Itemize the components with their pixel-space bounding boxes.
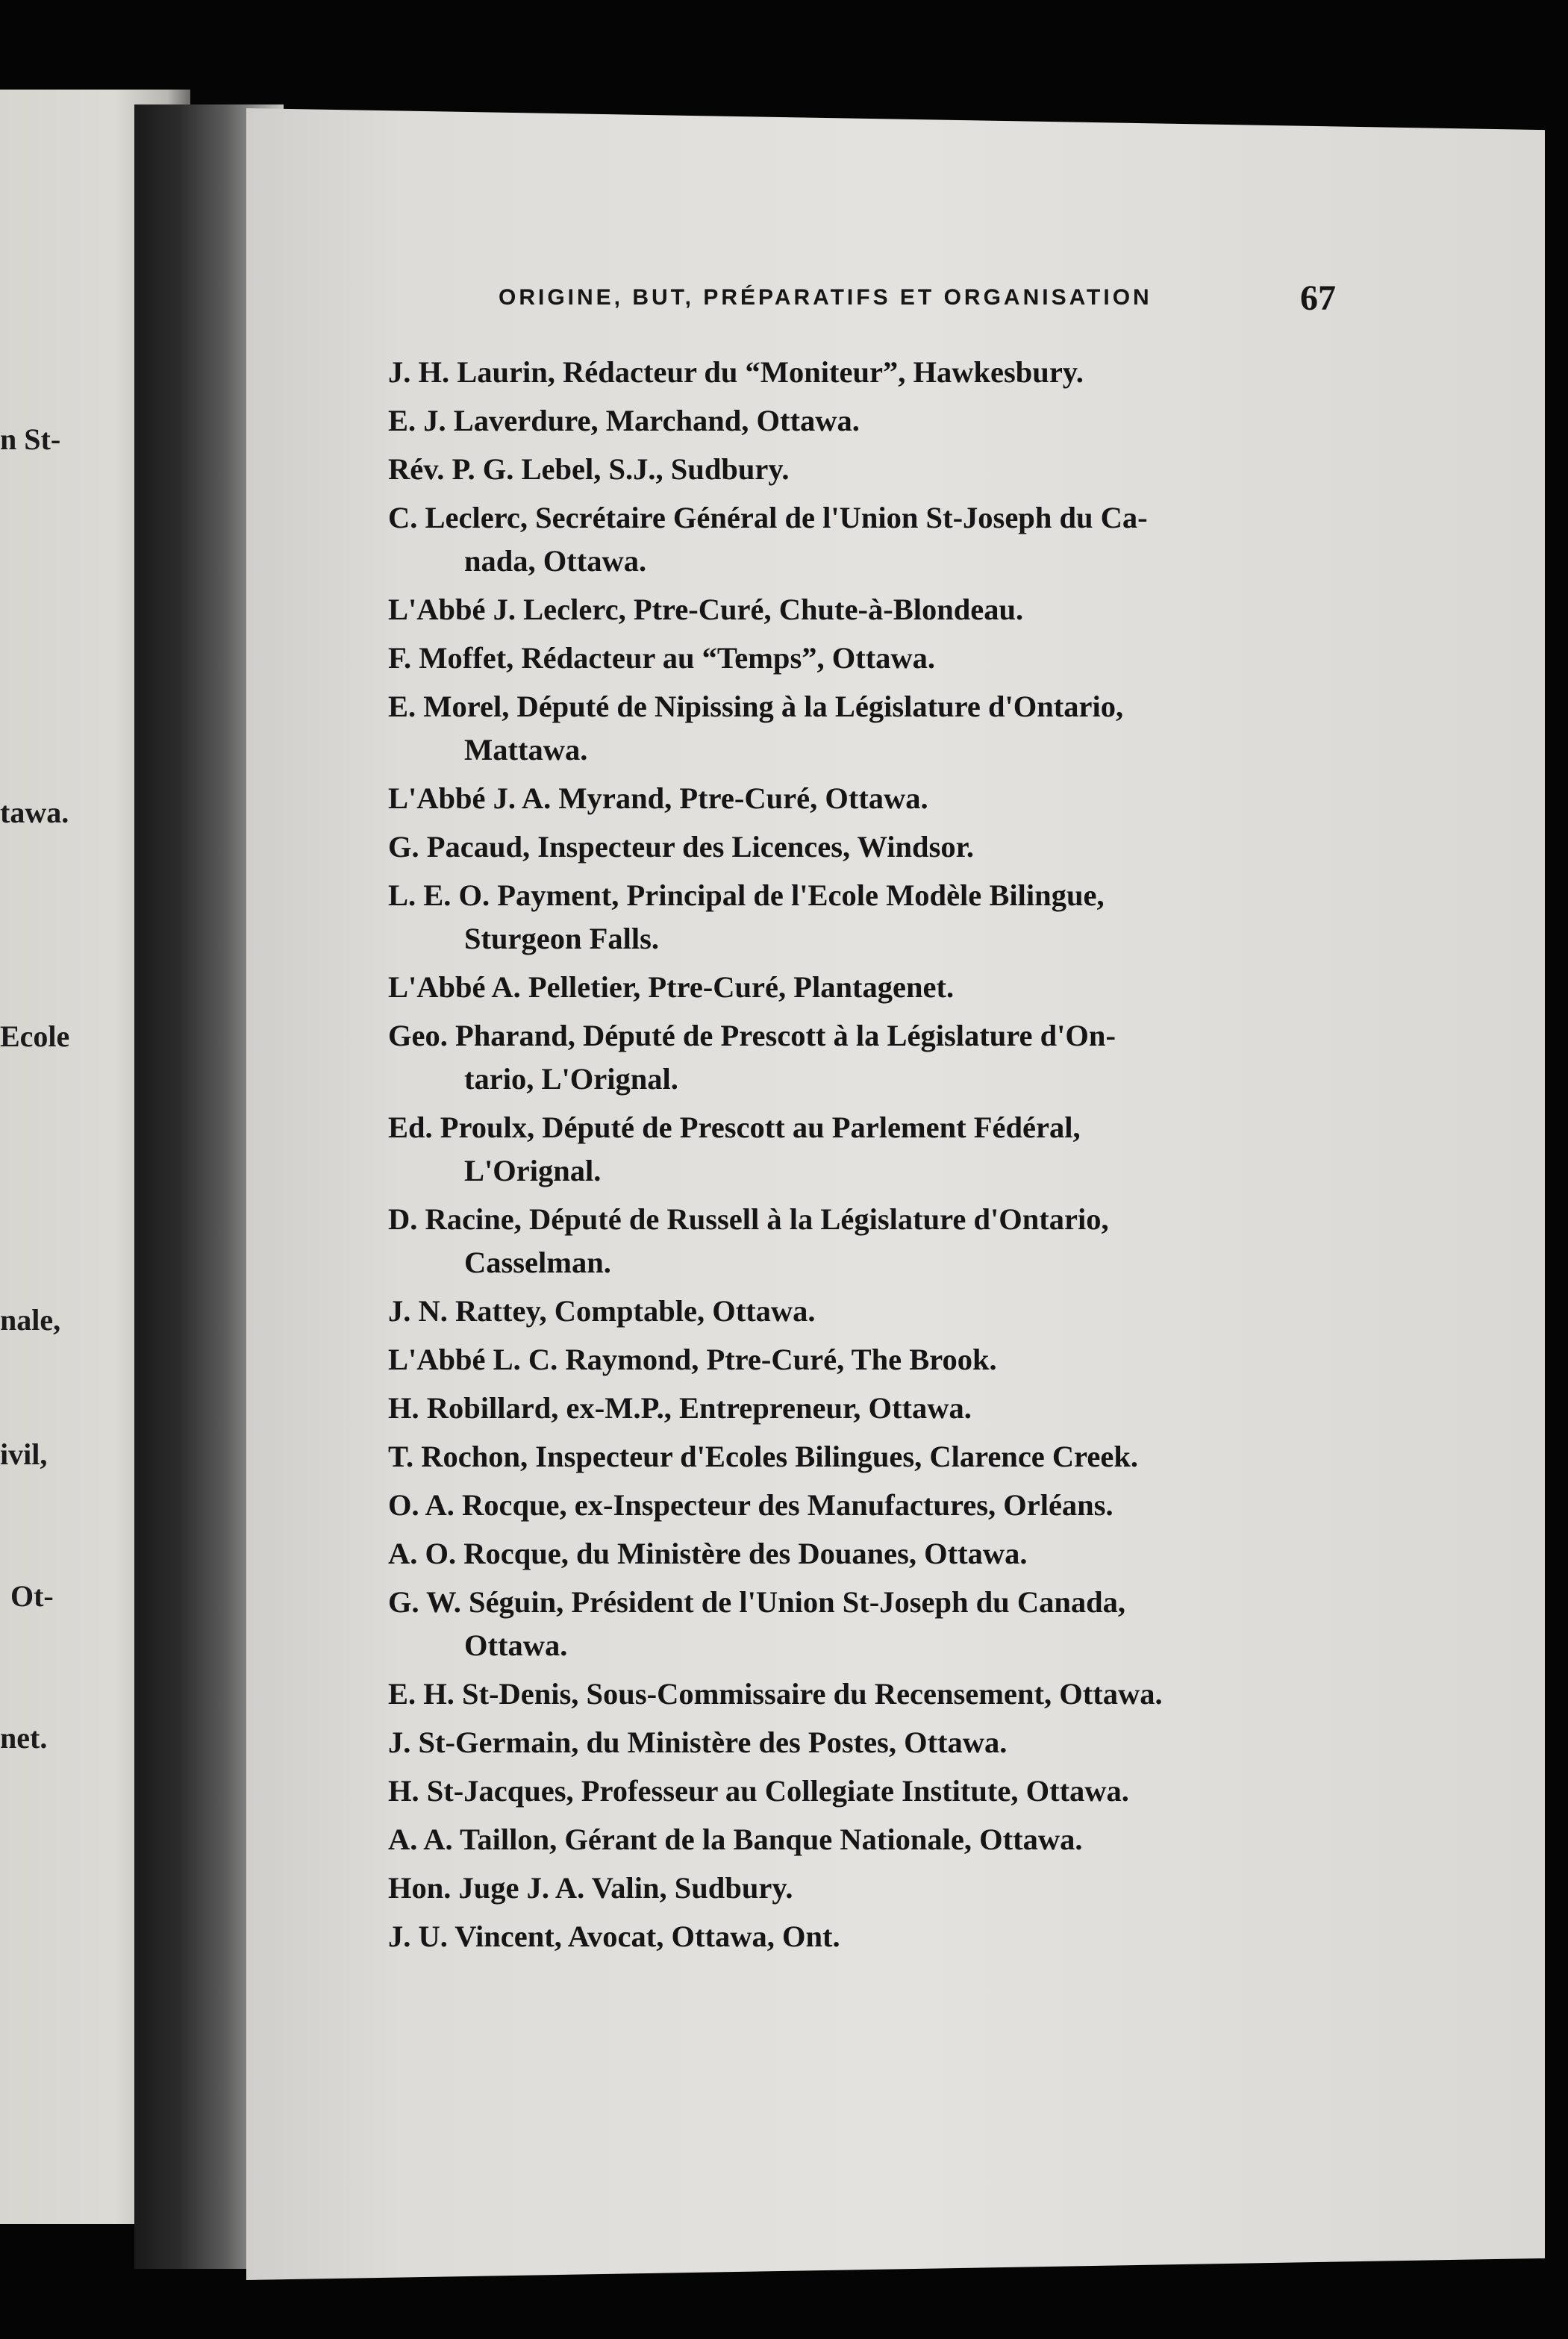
entry-line: E. J. Laverdure, Marchand, Ottawa. [388,404,860,437]
entry-line: E. H. St-Denis, Sous-Commissaire du Recensement, Ottawa. [388,1677,1163,1711]
entry-line: H. Robillard, ex-M.P., Entrepreneur, Ottawa. [388,1391,972,1425]
entry-line: O. A. Rocque, ex-Inspecteur des Manufactures, Orléans. [388,1488,1113,1522]
list-item [388,1867,1336,1910]
entry-line: H. St-Jacques, Professeur au Collegiate Institute, Ottawa. [388,1774,1129,1808]
list-item [388,1198,1336,1284]
list-item [388,1106,1336,1193]
entry-line: J. H. Laurin, Rédacteur du “Moniteur”, Hawkesbury. [388,355,1084,389]
entry-continuation-line: tario, L'Orignal. [464,1062,678,1096]
list-item [388,1532,1336,1576]
list-item [388,685,1336,772]
entry-continuation-line: nada, Ottawa. [464,544,647,578]
entry-line: D. Racine, Député de Russell à la Législature d'Ontario, [388,1202,1109,1236]
entry-line: L'Abbé A. Pelletier, Ptre-Curé, Plantagenet. [388,970,955,1004]
entry-line: Rév. P. G. Lebel, S.J., Sudbury. [388,452,790,486]
left-page-fragment: n St- [0,422,61,456]
list-item [388,874,1336,961]
entry-line: L. E. O. Payment, Principal de l'Ecole Modèle Bilingue, [388,878,1105,912]
list-item [388,1014,1336,1101]
list-item [388,1673,1336,1716]
entry-line: Ed. Proulx, Député de Prescott au Parlement Fédéral, [388,1111,1081,1144]
entry-line: J. N. Rattey, Comptable, Ottawa. [388,1294,816,1328]
list-item [388,1581,1336,1667]
list-item [388,1435,1336,1478]
left-page-fragment: nale, [0,1303,61,1337]
entry-continuation-line: Mattawa. [464,733,588,766]
list-item [388,777,1336,820]
entry-line: Hon. Juge J. A. Valin, Sudbury. [388,1871,793,1905]
running-head: ORIGINE, BUT, PRÉPARATIFS ET ORGANISATION [499,285,1152,310]
entry-line: L'Abbé J. Leclerc, Ptre-Curé, Chute-à-Blondeau. [388,593,1024,626]
entry-line: J. St-Germain, du Ministère des Postes, Ottawa. [388,1726,1008,1759]
entry-line: E. Morel, Député de Nipissing à la Législature d'Ontario, [388,690,1124,723]
list-item [388,1915,1336,1958]
entry-continuation-line: Sturgeon Falls. [464,922,660,955]
entry-line: A. O. Rocque, du Ministère des Douanes, Ottawa. [388,1537,1028,1570]
entry-list [388,351,1336,1964]
list-item [388,496,1336,583]
list-item [388,351,1336,394]
list-item [388,588,1336,631]
list-item [388,1770,1336,1813]
entry-continuation-line: Casselman. [464,1246,611,1279]
entry-line: G. W. Séguin, Président de l'Union St-Joseph du Canada, [388,1585,1125,1619]
list-item [388,1721,1336,1764]
list-item [388,966,1336,1009]
entry-line: Geo. Pharand, Député de Prescott à la Législature d'On- [388,1019,1116,1052]
entry-line: L'Abbé L. C. Raymond, Ptre-Curé, The Brook. [388,1343,997,1376]
entry-line: C. Leclerc, Secrétaire Général de l'Union St-Joseph du Ca- [388,501,1148,534]
list-item [388,399,1336,443]
list-item [388,637,1336,680]
entry-line: J. U. Vincent, Avocat, Ottawa, Ont. [388,1920,840,1953]
left-page-fragment: tawa. [0,796,69,829]
list-item [388,1818,1336,1861]
left-page-fragment: ivil, [0,1437,48,1471]
entry-line: A. A. Taillon, Gérant de la Banque Nationale, Ottawa. [388,1823,1083,1856]
left-page-fragment: Ecole [0,1019,70,1053]
left-page-fragment: net. [0,1721,48,1755]
list-item [388,825,1336,869]
list-item [388,1484,1336,1527]
page-number: 67 [1300,278,1336,318]
list-item [388,1290,1336,1333]
entry-line: L'Abbé J. A. Myrand, Ptre-Curé, Ottawa. [388,781,928,815]
entry-line: F. Moffet, Rédacteur au “Temps”, Ottawa. [388,641,936,675]
list-item [388,1338,1336,1381]
list-item [388,1387,1336,1430]
entry-line: T. Rochon, Inspecteur d'Ecoles Bilingues, Clarence Creek. [388,1440,1139,1473]
left-page-fragment: Ot- [10,1579,54,1613]
list-item [388,448,1336,491]
entry-continuation-line: L'Orignal. [464,1154,602,1187]
entry-line: G. Pacaud, Inspecteur des Licences, Windsor. [388,830,974,864]
entry-continuation-line: Ottawa. [464,1628,568,1662]
